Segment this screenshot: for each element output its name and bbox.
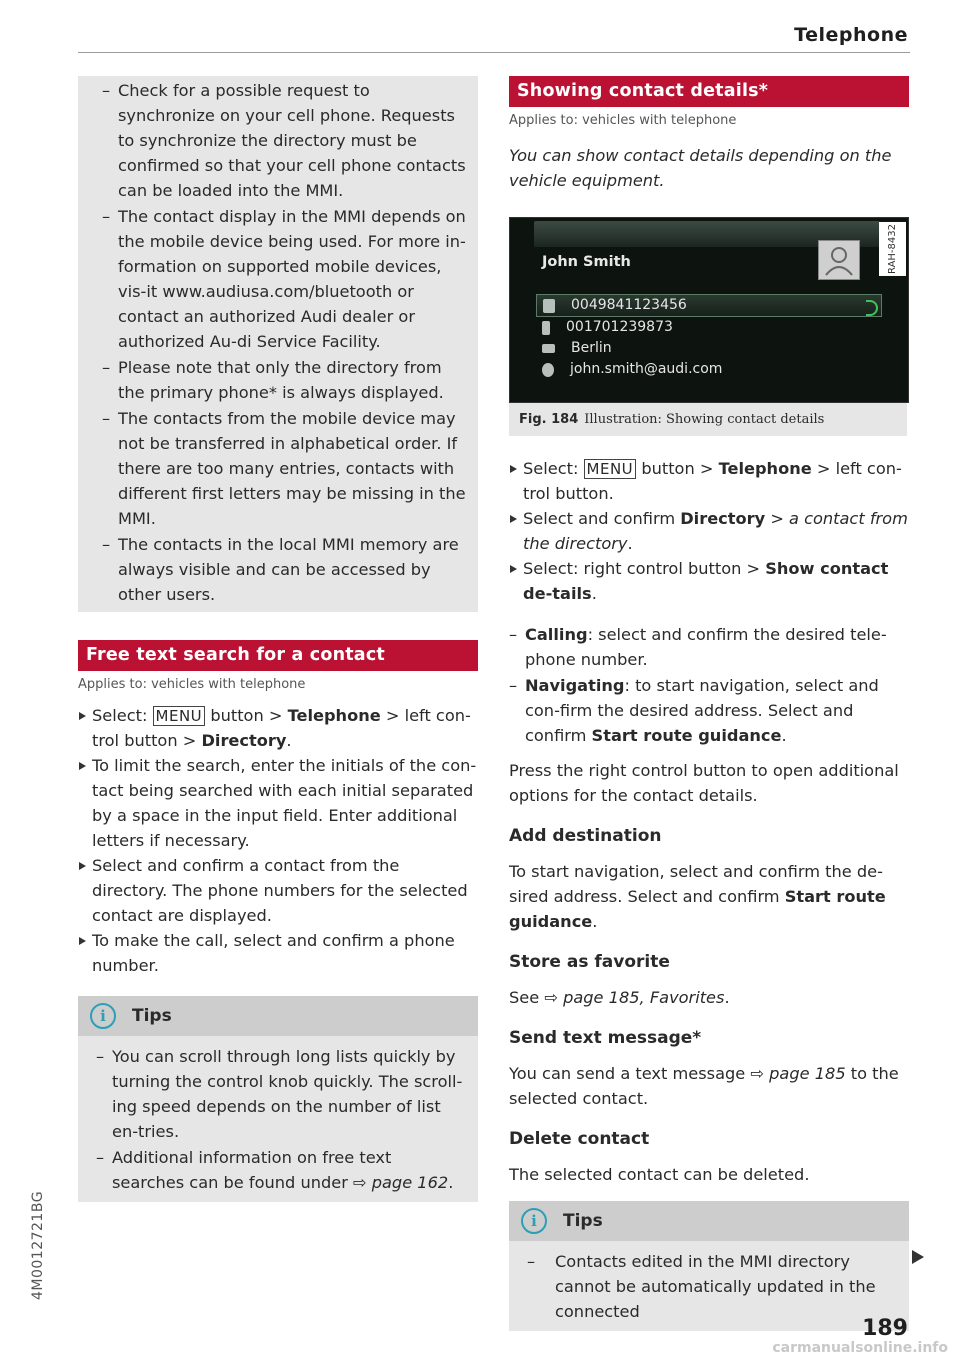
page-reference[interactable]: page 185 <box>769 1064 846 1083</box>
step-item: Select and confirm a contact from the directory. The phone numbers for the selected contact are displayed. <box>78 853 478 928</box>
continue-arrow-icon <box>912 1250 924 1264</box>
list-item: – The contact display in the MMI depends on the mobile device being used. For more in-formation on supported mobile devices, vis-it www.audiusa.com/bluetooth or contact an authorized Audi dealer or authorized Au-di Service Facility. <box>90 204 468 354</box>
steps-list <box>509 456 909 606</box>
paragraph: See ⇨ page 185, Favorites. <box>509 988 730 1007</box>
page-reference[interactable]: page 185, Favorites <box>563 988 725 1007</box>
list-item: – The contacts from the mobile device may not be transferred in alphabetical order. If there are too many entries, contacts with different first letters may be missing in the MMI. <box>90 406 468 531</box>
menu-key: MENU <box>584 459 637 479</box>
tips-list <box>96 1044 464 1195</box>
section-heading: Showing contact details* <box>509 76 909 107</box>
paragraph: You can send a text message ⇨ page 185 to the selected contact. <box>509 1064 899 1108</box>
address-icon <box>542 344 555 353</box>
subheading-store-favorite: Store as favorite <box>509 952 670 972</box>
applies-note: Applies to: vehicles with telephone <box>78 677 306 692</box>
notes-list <box>90 78 468 607</box>
page-header-title: Telephone <box>794 24 908 46</box>
tips-list <box>527 1249 895 1324</box>
info-icon: i <box>90 1003 116 1029</box>
page-reference[interactable]: page 162 <box>371 1173 449 1192</box>
tips-header <box>78 996 478 1036</box>
mmi-screen-figure <box>509 217 909 403</box>
tips-body <box>509 1241 909 1331</box>
list-item: – The contacts in the local MMI memory are always visible and can be accessed by other users. <box>90 532 468 607</box>
mobile-phone-icon <box>542 321 550 335</box>
watermark: carmanualsonline.info <box>772 1340 948 1356</box>
figure-code: RAH-8432 <box>879 222 906 276</box>
address-row[interactable]: Berlin <box>536 338 882 359</box>
tips-header <box>509 1201 909 1241</box>
list-item: – Please note that only the directory from the primary phone* is always displayed. <box>90 355 468 405</box>
notes-box <box>78 76 478 612</box>
phone-icon <box>543 299 555 313</box>
step-item: To limit the search, enter the initials of the con-tact being searched with each initial separated by a space in the input field. Enter additional letters if necessary. <box>78 753 478 853</box>
subheading-send-text: Send text message* <box>509 1028 702 1048</box>
paragraph: To start navigation, select and confirm the de-sired address. Select and confirm Start route guidance. <box>509 862 886 931</box>
list-item: – Check for a possible request to synchronize on your cell phone. Requests to synchronize the directory must be confirmed so that your cell phone contacts can be loaded into the MMI. <box>90 78 468 203</box>
step-item: To make the call, select and confirm a phone number. <box>78 928 478 978</box>
right-column <box>509 76 909 1331</box>
contact-details-list <box>536 294 882 380</box>
email-row[interactable]: john.smith@audi.com <box>536 359 882 380</box>
tips-title: Tips <box>132 1005 172 1026</box>
options-list <box>509 622 909 748</box>
document-code: 4M0012721BG <box>30 1190 46 1300</box>
mobile-row[interactable]: 001701239873 <box>536 317 882 338</box>
list-item: – Contacts edited in the MMI directory cannot be automatically updated in the connected <box>527 1249 895 1324</box>
avatar <box>818 240 860 280</box>
list-item: – Calling: select and confirm the desired tele-phone number. <box>509 622 909 672</box>
section-heading: Free text search for a contact <box>78 640 478 671</box>
menu-key: MENU <box>153 706 206 726</box>
list-item: – Navigating: to start navigation, select and con-firm the desired address. Select and confirm Start route guidance. <box>509 673 909 748</box>
tips-body <box>78 1036 478 1202</box>
intro-text: You can show contact details depending on the vehicle equipment. <box>509 146 892 190</box>
list-item: – Additional information on free text searches can be found under ⇨ page 162. <box>96 1145 464 1195</box>
subheading-add-destination: Add destination <box>509 826 662 846</box>
step-item: Select and confirm Directory > a contact from the directory. <box>509 506 909 556</box>
figure-caption: Fig. 184 Illustration: Showing contact details <box>509 403 907 436</box>
paragraph: The selected contact can be deleted. <box>509 1165 810 1184</box>
contact-name: John Smith <box>542 254 631 270</box>
header-divider <box>78 52 910 53</box>
phone-row[interactable]: 0049841123456 <box>536 294 882 317</box>
step-item: Select: MENU button > Telephone > left con-trol button > Directory. <box>78 703 478 753</box>
press-text: Press the right control button to open additional options for the contact details. <box>509 761 899 805</box>
list-item: – You can scroll through long lists quickly by turning the control knob quickly. The scroll-ing speed depends on the number of list en-tries. <box>96 1044 464 1144</box>
person-icon <box>819 241 859 279</box>
email-icon <box>542 363 554 377</box>
steps-list <box>78 703 478 978</box>
step-item: Select: right control button > Show contact de-tails. <box>509 556 909 606</box>
page-number: 189 <box>862 1316 908 1341</box>
left-column <box>78 76 478 1202</box>
applies-note: Applies to: vehicles with telephone <box>509 113 737 128</box>
tips-box <box>78 996 478 1202</box>
info-icon: i <box>521 1208 547 1234</box>
tips-box <box>509 1201 909 1331</box>
step-item: Select: MENU button > Telephone > left con-trol button. <box>509 456 909 506</box>
subheading-delete-contact: Delete contact <box>509 1129 650 1149</box>
tips-title: Tips <box>563 1210 603 1231</box>
